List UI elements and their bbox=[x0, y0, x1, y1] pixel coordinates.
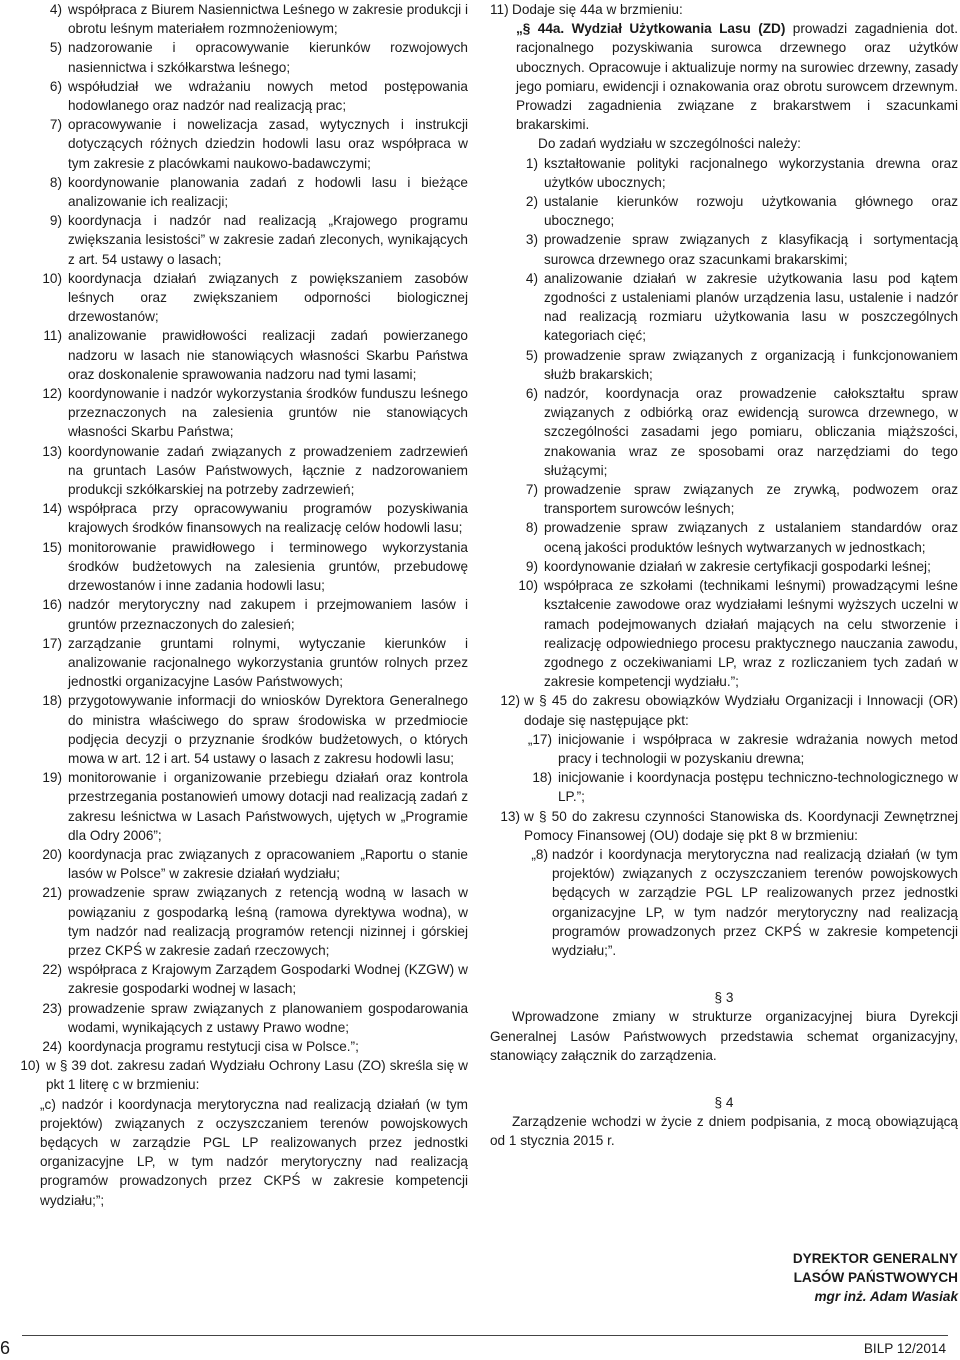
item-text: w § 50 do zakresu czynności Stanowiska ds. Koordynacji Zewnętrznej Pomocy Finansowej (OU) dodaje się pkt 8 w brzmieniu: bbox=[524, 808, 958, 843]
item-text: prowadzenie spraw związanych z organizacją i funkcjonowaniem służb brakarskich; bbox=[544, 347, 958, 382]
zd-intro: Do zadań wydziału w szczególności należy: bbox=[538, 136, 801, 152]
item-text: prowadzenie spraw związanych z retencją wodną w lasach w powiązaniu z gospodarką leśną (ramowa dyrektywa wodna), w tym nadzór nad realizacją programów retencji nizinnej i górskiej przez CKPŚ w zakresie zadań rzeczowych; bbox=[68, 885, 468, 958]
item-text: prowadzenie spraw związanych z planowaniem gospodarowania wodami, wynikających z ustawy Prawo wodne; bbox=[68, 1000, 468, 1035]
list-item bbox=[22, 691, 468, 768]
item-number: 18) bbox=[42, 693, 62, 709]
list-item bbox=[22, 442, 468, 500]
list-item bbox=[22, 499, 468, 537]
item-text: monitorowanie i organizowanie przebiegu działań oraz kontrola przestrzegania postanowień umowy dotacji nad realizacją zadań z zakresu leśnictwa w Lasach Państwowych, ujętych w „Programie dla Odry 2006”; bbox=[68, 770, 468, 843]
item-text: nadzór, koordynacja oraz prowadzenie całokształtu spraw związanych z odbiórką oraz ewidencją surowca drzewnego, w szczególności zasadami jego pomiaru, obliczania miąższości, znakowania wraz ze sposobami oraz narzędziami do tego służącymi; bbox=[544, 386, 958, 478]
amendment-10-letter-c: „c) nadzór i koordynacja merytoryczna nad realizacją działań (w tym projektów) związanych z oczyszczaniem terenów powojskowych będących w zarządzie PGL LP realizowanych przez jednostki organizacyjne LP, w tym nadzór merytoryczny nad realizacją programów prowadzonych przez CKPŚ w zakresie kompetencji wydziału;”; bbox=[40, 1096, 468, 1208]
signature-block bbox=[793, 1249, 958, 1307]
list-item bbox=[504, 230, 958, 268]
item-text: kształtowanie polityki racjonalnego wykorzystania drewna oraz użytków ubocznych; bbox=[544, 155, 958, 190]
item-number: 9) bbox=[49, 213, 62, 229]
list-item bbox=[518, 730, 958, 768]
item-number: 14) bbox=[42, 501, 62, 517]
par-44a-description bbox=[516, 19, 958, 134]
list-item bbox=[22, 0, 468, 38]
item-number: 18) bbox=[532, 770, 552, 786]
item-number: „17) bbox=[527, 731, 552, 747]
item-number: 24) bbox=[42, 1038, 62, 1054]
list-item bbox=[504, 576, 958, 691]
item-number: 1) bbox=[525, 155, 538, 171]
item-number: 23) bbox=[42, 1000, 62, 1016]
list-item bbox=[504, 480, 958, 518]
item-text: przygotowywanie informacji do wniosków Dyrektora Generalnego do ministra właściwego do spraw środowiska w przedmiocie podjęcia decyzji o przyznanie środków budżetowych, o których mowa w art. 12 i art. 54 ustawy o lasach z zakresu hodowli lasu; bbox=[68, 693, 468, 766]
list-item bbox=[22, 211, 468, 269]
item-text: współpraca z Biurem Nasiennictwa Leśnego w zakresie produkcji i obrotu leśnym materiałem rozmnożeniowym; bbox=[68, 2, 468, 37]
item-number: 10) bbox=[42, 270, 62, 286]
list-item bbox=[22, 115, 468, 173]
signature-title-2: LASÓW PAŃSTWOWYCH bbox=[793, 1270, 958, 1286]
item-number: 4) bbox=[49, 2, 62, 17]
item-number: 10) bbox=[20, 1058, 40, 1074]
list-item bbox=[504, 518, 958, 556]
item-number: „8) bbox=[531, 846, 548, 862]
item-text: koordynacja programu restytucji cisa w Polsce.”; bbox=[68, 1038, 359, 1054]
right-column bbox=[490, 0, 958, 1151]
list-item bbox=[22, 960, 468, 998]
item-text: koordynowanie zadań związanych z prowadzeniem zadrzewień na gruntach Lasów Państwowych, łącznie z nadzorowaniem produkcji szkółkarskiej na potrzeby zadrzewień; bbox=[68, 443, 468, 498]
item-text: zarządzanie gruntami rolnymi, wytyczanie kierunków i analizowanie racjonalnego wykorzystania gruntów rolnych przez jednostki organizacyjne Lasów Państwowych; bbox=[68, 635, 468, 690]
item-text: inicjowanie i koordynacja postępu techniczno-technologicznego w LP.”; bbox=[558, 770, 958, 805]
signature-title-1: DYREKTOR GENERALNY bbox=[792, 1251, 958, 1266]
item-number: 12) bbox=[500, 693, 520, 709]
item-text: w § 45 do zakresu obowiązków Wydziału Organizacji i Innowacji (OR) dodaje się następujące pkt: bbox=[524, 693, 958, 728]
signature-name: mgr inż. Adam Wasiak bbox=[814, 1289, 958, 1305]
section-3-text: Wprowadzone zmiany w strukturze organizacyjnej biura Dyrekcji Generalnej Lasów Państwowych przedstawia schemat organizacyjny, stanowiący załącznik do zarządzenia. bbox=[490, 1009, 958, 1063]
item-text: nadzór i koordynacja merytoryczna nad realizacją działań (w tym projektów) związanych z oczyszczaniem terenów powojskowych będących w zarządzie PGL LP realizowanych przez jednostki organizacyjne LP, w tym nadzór merytoryczny nad realizacją programów prowadzonych przez CKPŚ w zakresie kompetencji wydziału;”. bbox=[552, 846, 958, 958]
section-4-heading: § 4 bbox=[714, 1094, 734, 1110]
item-text: nadzór merytoryczny nad zakupem i przejmowaniem lasów i gruntów przeznaczonych do zalesień; bbox=[68, 597, 468, 632]
item-number: 5) bbox=[49, 40, 62, 56]
item-text: koordynacja prac związanych z opracowaniem „Raportu o stanie lasów w Polsce” w zakresie działań wydziału; bbox=[68, 846, 468, 882]
amendment-13 bbox=[490, 807, 958, 845]
list-item bbox=[22, 77, 468, 115]
item-number: 12) bbox=[42, 386, 62, 402]
item-number: 4) bbox=[525, 270, 538, 286]
item-number: 11) bbox=[43, 328, 62, 344]
item-number: 11) bbox=[490, 2, 509, 17]
item-text: opracowywanie i nowelizacja zasad, wytycznych i instrukcji dotyczących różnych dziedzin hodowli lasu oraz współpraca w tym zakresie z placówkami naukowo-badawczymi; bbox=[68, 117, 468, 171]
footer-rule bbox=[22, 1335, 948, 1336]
list-item bbox=[22, 634, 468, 692]
item-number: 16) bbox=[42, 597, 62, 613]
item-number: 21) bbox=[42, 885, 62, 901]
amendment-12 bbox=[490, 691, 958, 729]
item-number: 10) bbox=[518, 578, 538, 594]
item-number: 13) bbox=[42, 443, 62, 459]
amendment-10 bbox=[0, 1056, 468, 1094]
list-item bbox=[504, 557, 958, 576]
item-number: 8) bbox=[49, 174, 62, 190]
list-item bbox=[22, 269, 468, 327]
item-text: koordynacja i nadzór nad realizacją „Krajowego programu zwiększania lesistości” w zakresie zadań zleconych, wynikających z art. 54 ustawy o lasach; bbox=[68, 213, 468, 267]
list-item bbox=[22, 883, 468, 960]
item-number: 17) bbox=[42, 635, 62, 651]
item-text: prowadzenie spraw związanych ze zrywką, podwozem oraz transportem surowców leśnych; bbox=[544, 482, 958, 517]
item-number: 8) bbox=[525, 520, 538, 536]
page-number: 6 bbox=[0, 1338, 11, 1358]
list-item bbox=[22, 173, 468, 211]
item-number: 7) bbox=[525, 482, 538, 498]
item-text: prowadzenie spraw związanych z klasyfikacją i sortymentacją surowca drzewnego oraz szacunkami brakarskimi; bbox=[544, 232, 958, 267]
item-text: prowadzenie spraw związanych z ustalaniem standardów oraz oceną jakości produktów leśnych wytwarzanych w jednostkach; bbox=[544, 520, 958, 555]
item-number: 19) bbox=[42, 770, 62, 786]
list-item bbox=[22, 999, 468, 1037]
par-44a-body: prowadzi zagadnienia dot. racjonalnego pozyskiwania surowca drzewnego oraz użytków ubocznych. Opracowuje i aktualizuje normy na surowiec drzewny, zasady jego pomiaru, ewidencji i oznakowania oraz obrotu surowcem drzewnym. Prowadzi zagadnienia związane z brakarstwem i szacunkami brakarskimi. bbox=[516, 21, 958, 133]
item-number: 20) bbox=[42, 846, 62, 862]
item-text: Dodaje się 44a w brzmieniu: bbox=[512, 2, 683, 17]
item-text: współpraca z Krajowym Zarządem Gospodarki Wodnej (KZGW) w zakresie gospodarki wodnej w lasach; bbox=[68, 962, 468, 997]
list-item bbox=[22, 38, 468, 76]
item-text: współpraca przy opracowywaniu programów pozyskiwania krajowych środków finansowych na realizację celów hodowli lasu; bbox=[68, 501, 468, 536]
page-footer bbox=[0, 1335, 960, 1360]
list-item bbox=[22, 845, 468, 883]
zd-task-list bbox=[504, 154, 958, 692]
item-text: koordynowanie planowania zadań z hodowli lasu i bieżące analizowanie ich realizacji; bbox=[68, 174, 468, 210]
left-column bbox=[22, 0, 468, 1210]
ou-item-8 bbox=[526, 845, 958, 960]
section-4-text: Zarządzenie wchodzi w życie z dniem podpisania, z mocą obowiązującą od 1 stycznia 2015 r. bbox=[490, 1114, 958, 1149]
list-item bbox=[504, 269, 958, 346]
list-item bbox=[504, 384, 958, 480]
item-number: 22) bbox=[42, 962, 62, 978]
amendment-11 bbox=[490, 0, 958, 19]
item-text: koordynacja działań związanych z powiększaniem zasobów leśnych oraz zwiększaniem odporności biologicznej drzewostanów; bbox=[68, 270, 468, 325]
item-text: koordynowanie działań w zakresie certyfikacji gospodarki leśnej; bbox=[544, 558, 931, 574]
item-text: koordynowanie i nadzór wykorzystania środków funduszu leśnego przeznaczonych na zalesienia gruntów nie stanowiących własności Skarbu Państwa; bbox=[68, 386, 468, 440]
list-item bbox=[518, 768, 958, 806]
list-item bbox=[504, 346, 958, 384]
item-text: inicjowanie i współpraca w zakresie wdrażania nowych metod pracy i technologii w pozyskaniu drewna; bbox=[558, 731, 958, 766]
item-number: 13) bbox=[500, 808, 520, 824]
list-item bbox=[22, 768, 468, 845]
item-text: nadzorowanie i opracowywanie kierunków rozwojowych nasiennictwa i szkółkarstwa leśnego; bbox=[68, 40, 468, 75]
left-numbered-list bbox=[22, 0, 468, 1056]
section-3-heading: § 3 bbox=[714, 990, 734, 1006]
list-item bbox=[504, 192, 958, 230]
item-text: współpraca ze szkołami (technikami leśnymi) prowadzącymi leśne kształcenie zawodowe oraz wydziałami leśnymi wyższych uczelni w ramach podejmowanych działań mających na celu stworzenie i realizację odpowiedniego procesu praktycznego nauczania zawodu, zgodnego z oczekiwaniami LP, wraz z rozliczaniem tych zadań w zakresie kompetencji wydziału.”; bbox=[544, 578, 958, 690]
item-text: monitorowanie prawidłowego i terminowego wykorzystania środków budżetowych na zalesienia gruntów, przebudowę drzewostanów i inne zadania hodowli lasu; bbox=[68, 539, 468, 594]
list-item bbox=[22, 326, 468, 384]
item-number: 15) bbox=[42, 539, 62, 555]
item-number: 2) bbox=[525, 194, 538, 210]
item-text: ustalanie kierunków rozwoju użytkowania głównego oraz ubocznego; bbox=[544, 194, 958, 229]
item-text: analizowanie prawidłowości realizacji zadań powierzanego nadzoru w lasach nie stanowiących własności Skarbu Państwa oraz doskonalenie sprawowania nadzoru nad tymi lasami; bbox=[68, 328, 468, 382]
item-number: 7) bbox=[49, 117, 62, 133]
list-item bbox=[22, 384, 468, 442]
list-item bbox=[22, 538, 468, 596]
list-item bbox=[504, 154, 958, 192]
item-number: 5) bbox=[525, 347, 538, 363]
journal-issue: BILP 12/2014 bbox=[863, 1341, 946, 1356]
item-number: 6) bbox=[49, 78, 62, 94]
item-text: współudział we wdrażaniu nowych metod postępowania hodowlanego oraz nadzór nad realizacją prac; bbox=[68, 78, 468, 114]
item-number: 9) bbox=[525, 558, 538, 574]
list-item bbox=[22, 1037, 468, 1056]
item-number: 3) bbox=[525, 232, 538, 248]
par-44a-heading: „§ 44a. Wydział Użytkowania Lasu (ZD) bbox=[516, 21, 786, 37]
or-task-list bbox=[518, 730, 958, 807]
list-item bbox=[22, 595, 468, 633]
item-text: w § 39 dot. zakresu zadań Wydziału Ochrony Lasu (ZO) skreśla się w pkt 1 literę c w brzmieniu: bbox=[46, 1058, 468, 1093]
item-text: analizowanie działań w zakresie użytkowania lasu pod kątem zgodności z ustaleniami planów urządzenia lasu, ustalenie i nadzór nad realizacją rozmiaru użytkowania lasu w poszczególnych kategoriach cięć; bbox=[544, 270, 958, 344]
item-number: 6) bbox=[525, 386, 538, 402]
